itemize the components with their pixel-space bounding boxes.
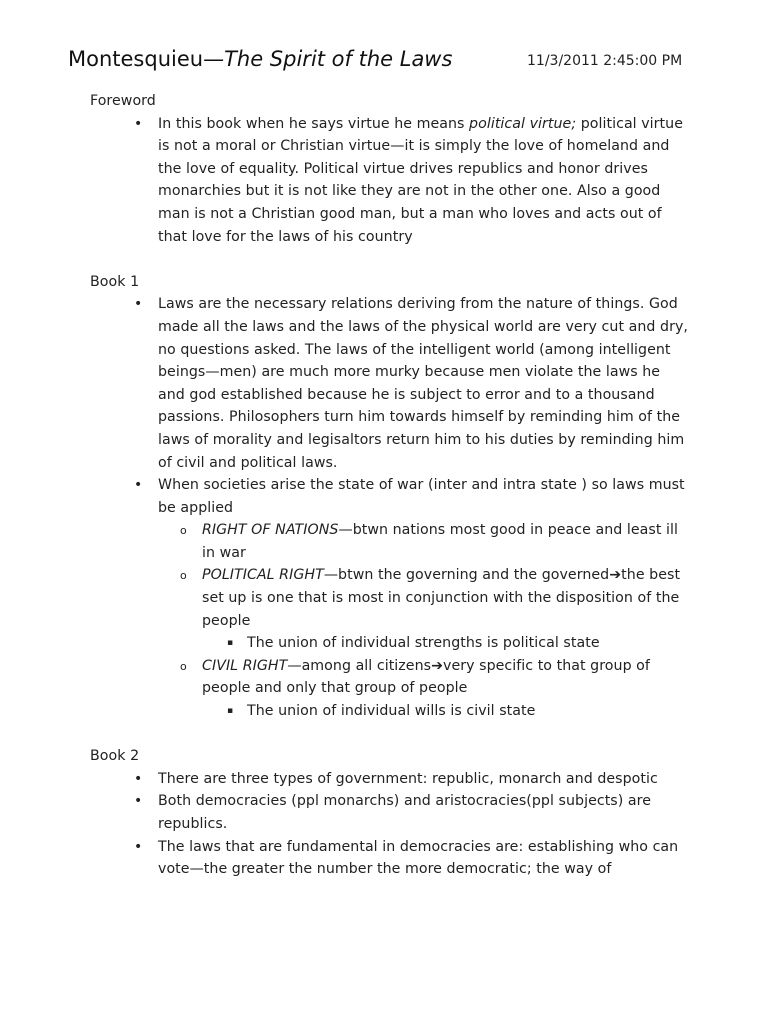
list-item [90, 768, 690, 791]
list-item-text: The union of individual strengths is political state [247, 635, 600, 652]
section-heading: Foreword [90, 93, 156, 109]
list-item-emphasis: political virtue; [469, 115, 577, 132]
circle-marker: o [180, 659, 187, 673]
section-foreword [90, 90, 690, 248]
list-item [90, 790, 690, 835]
list-item-text: —btwn the governing and the governed [323, 567, 610, 584]
list-item-text: very specific to that group of people and only that group of people [202, 657, 650, 697]
bullet-marker: • [134, 115, 143, 132]
sub-list-item [90, 564, 690, 632]
section-heading: Book 1 [90, 273, 140, 290]
list-item-emphasis: CIVIL RIGHT [202, 657, 288, 674]
section-book-2 [90, 745, 690, 881]
bullet-marker: • [134, 770, 143, 787]
bullet-list [90, 768, 690, 881]
bullet-marker: • [134, 838, 143, 855]
document-title [68, 44, 452, 74]
list-item [90, 113, 690, 249]
bullet-list [90, 293, 690, 722]
circle-marker: o [180, 524, 187, 538]
list-item-text: In this book when he says virtue he means [158, 115, 470, 132]
list-item-text: When societies arise the state of war (inter and intra state ) so laws must be applied [158, 477, 685, 516]
title-author: Montesquieu— [68, 47, 225, 71]
list-item-text: The laws that are fundamental in democracies are: establishing who can vote—the greater the number the more democratic; the way of [158, 838, 679, 878]
sub-list-item [90, 655, 690, 700]
list-item-text: political virtue is not a moral or Christian virtue—it is simply the love of homeland and the love of equality. Political virtue drives republics and honor drives monarchies but it is not like they are not in the other one. Also a good man is not a Christian good man, but a man who loves and acts out of that love for the laws of his country [158, 115, 683, 245]
list-item [90, 293, 690, 474]
list-item-text: the best set up is one that is most in conjunction with the disposition of the people [202, 567, 681, 629]
title-work: The Spirit of the Laws [224, 47, 453, 71]
list-item-emphasis: POLITICAL RIGHT [202, 567, 324, 584]
square-marker: ▪ [227, 638, 234, 649]
list-item-text: Both democracies (ppl monarchs) and aristocracies(ppl subjects) are republics. [158, 793, 651, 832]
document-header [68, 44, 708, 78]
circle-marker: o [180, 569, 187, 583]
bullet-marker: • [134, 793, 143, 810]
arrow-icon: ➔ [609, 567, 622, 584]
list-item-emphasis: RIGHT OF NATIONS [202, 522, 339, 539]
list-item [90, 474, 690, 519]
square-marker: ▪ [227, 706, 234, 717]
sub-sub-list-item [90, 700, 690, 723]
bullet-marker: • [134, 477, 143, 494]
sub-list-item [90, 519, 690, 564]
list-item [90, 836, 690, 881]
bullet-marker: • [134, 296, 143, 313]
sub-sub-list-item [90, 632, 690, 655]
list-item-text: The union of individual wills is civil state [247, 703, 536, 720]
list-item-text: —among all citizens [287, 657, 432, 674]
section-book-1 [90, 271, 690, 723]
list-item-text: Laws are the necessary relations deriving from the nature of things. God made all the laws and the laws of the physical world are very cut and dry, no questions asked. The laws of the intelligent world (among intelligent beings—men) are much more murky because men violate the laws he and god established because he is subject to error and to a thousand passions. Philosophers turn him towards himself by reminding him of the laws of morality and legisaltors return him to his duties by reminding him of civil and political laws. [158, 296, 688, 471]
document-body [90, 90, 690, 881]
document-timestamp: 11/3/2011 2:45:00 PM [527, 53, 683, 69]
list-item-text: —btwn nations most good in peace and least ill in war [202, 522, 678, 561]
section-heading: Book 2 [90, 748, 140, 765]
bullet-list [90, 113, 690, 249]
list-item-text: There are three types of government: republic, monarch and despotic [158, 770, 658, 787]
arrow-icon: ➔ [431, 657, 444, 674]
